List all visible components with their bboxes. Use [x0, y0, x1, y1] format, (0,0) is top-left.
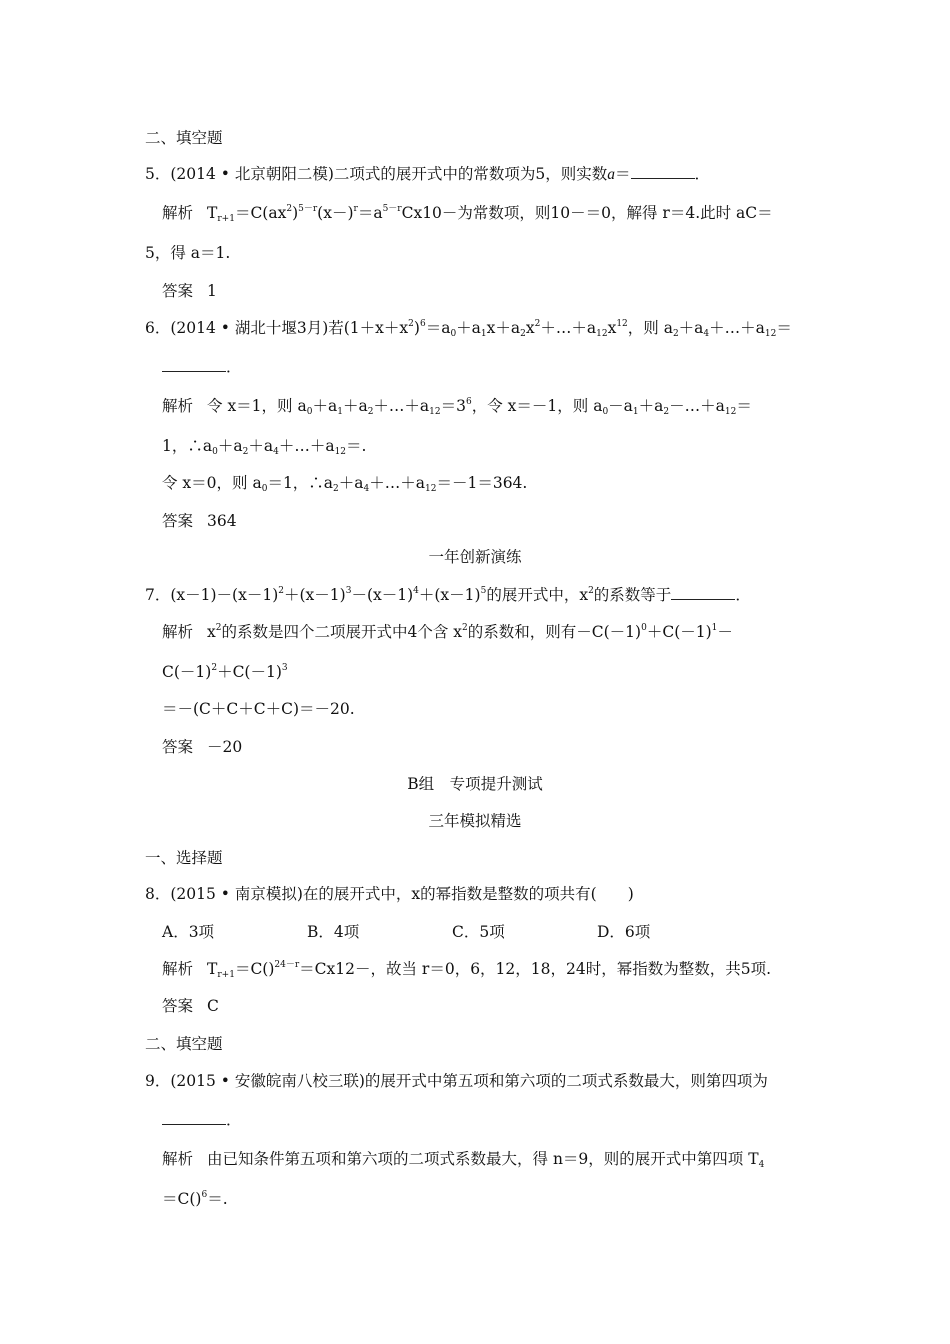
group-heading: B组 专项提升测试 [407, 775, 543, 793]
solution-label: 解析 [162, 397, 194, 415]
answer-blank [162, 1112, 226, 1125]
section-heading: 二、填空题 [145, 1035, 223, 1053]
variable-a: a [607, 166, 616, 183]
option-d[interactable]: D．6项 [597, 923, 651, 941]
question-6-solution-line-2: 1，$\therefore a_0+a_2+a_4+\dots+a_{12}=$. [162, 437, 367, 457]
solution-label: 解析 [162, 1150, 194, 1168]
question-6-solution-line-1 [162, 396, 752, 416]
solution-text: 由已知条件第五项和第六项的二项式系数最大，得 n＝9，则的展开式中第四项 $T_4$ [207, 1150, 765, 1170]
answer-label: 答案 [162, 738, 194, 756]
question-6-solution-line-3: 令 x＝0，则 $a_0=1$，$\therefore a_2+a_4+\dots+a_{12}=-1=364$. [162, 474, 528, 494]
answer-blank [631, 166, 695, 179]
subsection-heading: 三年模拟精选 [428, 812, 522, 830]
question-8: 8．(2015 • 南京模拟)在的展开式中，x的幂指数是整数的项共有( ) [145, 885, 634, 903]
question-8-solution [162, 959, 771, 979]
option-c[interactable]: C．5项 [452, 923, 505, 941]
answer-label: 答案 [162, 997, 194, 1015]
solution-label: 解析 [162, 623, 194, 641]
question-7-text: 7．$(x-1)-(x-1)^2+(x-1)^3-(x-1)^4+(x-1)^5$的展开式中，$x^2$的系数等于 [145, 586, 672, 604]
answer-value: 1 [207, 282, 217, 300]
question-6-answer [162, 511, 237, 531]
question-7-solution-line-2: $C(-1)^2+C(-1)^3$ [162, 663, 288, 681]
question-7-solution-line-1 [162, 622, 733, 642]
question-8-answer [162, 996, 219, 1016]
question-end: ． [226, 1111, 242, 1129]
question-end: ． [694, 165, 711, 183]
question-5-text: 5．(2014 • 北京朝阳二模)二项式的展开式中的常数项为5，则实数 [145, 165, 608, 183]
question-5-solution-line-2: 5，得 a＝1. [145, 244, 231, 262]
answer-value: 364 [207, 512, 237, 530]
answer-blank [671, 587, 735, 600]
question-6-line-2 [162, 357, 242, 377]
equals-sign: ＝ [615, 165, 631, 183]
question-8-options [162, 922, 742, 942]
solution-text: $x^2$的系数是四个二项展开式中4个含 $x^2$的系数和，则有$-C(-1)^0+C(-1)^1-$ [207, 623, 733, 641]
answer-blank [162, 359, 226, 372]
question-9-solution-line-1 [162, 1149, 764, 1169]
question-9-solution-line-2: ＝C()$^6$＝. [162, 1190, 228, 1208]
solution-label: 解析 [162, 960, 194, 978]
option-b[interactable]: B．4项 [307, 923, 360, 941]
answer-label: 答案 [162, 282, 194, 300]
question-7 [145, 585, 751, 605]
question-9-line-2 [162, 1110, 242, 1130]
question-end: ． [226, 358, 242, 376]
section-heading: 一、选择题 [145, 849, 223, 867]
question-5 [145, 164, 710, 185]
question-7-solution-line-3: ＝－(C＋C＋C＋C)＝－20. [162, 700, 355, 718]
solution-text: 令 x＝1，则 $a_0+a_1+a_2+\dots+a_{12}=3^6$，令 x＝－1，则 $a_0-a_1+a_2-\dots+a_{12}=$ [207, 397, 752, 417]
answer-value: －20 [207, 738, 243, 756]
question-7-answer [162, 737, 242, 757]
section-heading: 二、填空题 [145, 129, 223, 147]
question-6: 6．(2014 • 湖北十堰3月)若$(1+x+x^2)^6=a_0+a_1x+a_2x^2+\dots+a_{12}x^{12}$，则 $a_2+a_4+\dots+a_{12}=$ [145, 319, 792, 339]
question-end: ． [735, 586, 751, 604]
question-5-solution-line-1 [162, 203, 773, 223]
answer-label: 答案 [162, 512, 194, 530]
subsection-heading: 一年创新演练 [428, 548, 522, 566]
option-a[interactable]: A．3项 [162, 923, 215, 941]
question-9: 9．(2015 • 安徽皖南八校三联)的展开式中第五项和第六项的二项式系数最大，则第四项为 [145, 1072, 768, 1090]
answer-value: C [207, 997, 219, 1015]
question-5-answer [162, 281, 217, 301]
solution-text: $T_{r+1}=C(ax^2)^{5-r}(x-)^r=a^{5-r}Cx10-$为常数项，则10－＝0，解得 r＝4.此时 aC＝ [207, 204, 773, 224]
solution-text: $T_{r+1}=C()^{24-r}=Cx12-$，故当 r＝0，6，12，18，24时，幂指数为整数，共5项. [207, 960, 772, 980]
solution-label: 解析 [162, 204, 194, 222]
